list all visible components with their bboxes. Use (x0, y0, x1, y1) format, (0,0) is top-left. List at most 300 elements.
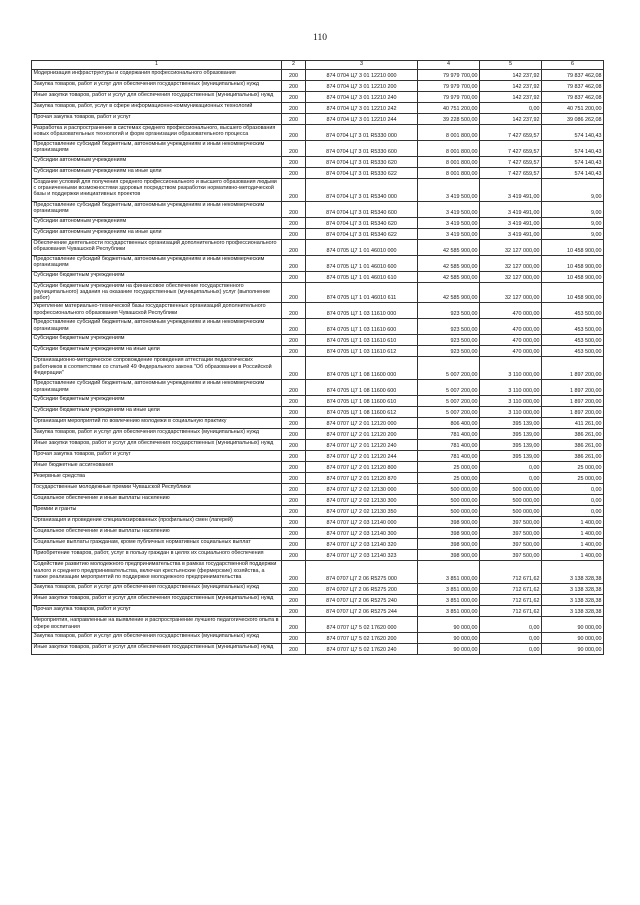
row-classification-code: 874 0704 Ц7 3 01 R5330 622 (306, 167, 418, 178)
row-line-code: 200 (282, 201, 306, 217)
row-approved-amount: 90 000,00 (418, 633, 480, 644)
row-classification-code: 874 0704 Ц7 3 01 R5330 620 (306, 156, 418, 167)
table-row (32, 239, 604, 255)
row-unexecuted-amount: 386 261,00 (542, 440, 604, 451)
row-line-code: 200 (282, 539, 306, 550)
table-row (32, 201, 604, 217)
row-approved-amount: 42 585 900,00 (418, 255, 480, 271)
row-approved-amount: 8 001 800,00 (418, 156, 480, 167)
row-name: Прочая закупка товаров, работ и услуг (32, 451, 282, 462)
row-approved-amount: 3 851 000,00 (418, 561, 480, 584)
table-row (32, 484, 604, 495)
row-approved-amount: 3 851 000,00 (418, 606, 480, 617)
row-line-code: 200 (282, 140, 306, 156)
row-unexecuted-amount: 39 086 262,08 (542, 113, 604, 124)
row-line-code: 200 (282, 282, 306, 303)
row-line-code: 200 (282, 239, 306, 255)
row-executed-amount: 470 000,00 (480, 335, 542, 346)
row-classification-code: 874 0705 Ц7 1 01 46010 610 (306, 271, 418, 282)
row-line-code: 200 (282, 495, 306, 506)
row-executed-amount: 32 127 000,00 (480, 239, 542, 255)
row-classification-code: 874 0704 Ц7 3 01 12210 242 (306, 102, 418, 113)
row-executed-amount: 0,00 (480, 617, 542, 633)
row-unexecuted-amount: 9,00 (542, 178, 604, 201)
row-classification-code: 874 0707 Ц7 2 01 12120 200 (306, 429, 418, 440)
row-approved-amount: 5 007 200,00 (418, 357, 480, 380)
table-row (32, 303, 604, 319)
table-row (32, 346, 604, 357)
row-approved-amount: 3 851 000,00 (418, 595, 480, 606)
table-row (32, 357, 604, 380)
row-name: Мероприятия, направленные на выявление и распространение лучшего педагогического опыта в сфере воспитания (32, 617, 282, 633)
row-unexecuted-amount: 3 138 328,38 (542, 595, 604, 606)
row-line-code: 200 (282, 584, 306, 595)
row-name: Содействие развитию молодежного предпринимательства в рамках государственной поддержки малого и среднего предпринимательства, включая крестьянские (фермерские) хозяйства, а также реализации мероприятий по поддержке молодежного предпринимательства (32, 561, 282, 584)
row-executed-amount: 142 237,92 (480, 91, 542, 102)
row-classification-code: 874 0707 Ц7 2 03 12140 300 (306, 528, 418, 539)
row-unexecuted-amount: 574 140,43 (542, 167, 604, 178)
row-unexecuted-amount: 10 458 900,00 (542, 282, 604, 303)
row-unexecuted-amount: 0,00 (542, 495, 604, 506)
table-row (32, 429, 604, 440)
row-name: Организация и проведение специализированных (профильных) смен (лагерей) (32, 517, 282, 528)
row-name: Резервные средства (32, 473, 282, 484)
row-unexecuted-amount: 574 140,43 (542, 156, 604, 167)
row-executed-amount: 0,00 (480, 644, 542, 655)
row-unexecuted-amount: 79 837 462,08 (542, 80, 604, 91)
row-name: Прочая закупка товаров, работ и услуг (32, 113, 282, 124)
row-line-code: 200 (282, 102, 306, 113)
row-name: Модернизация инфраструктуры и содержания профессионального образования (32, 69, 282, 80)
row-classification-code: 874 0704 Ц7 3 01 R5330 000 (306, 124, 418, 140)
row-approved-amount: 781 400,00 (418, 429, 480, 440)
row-classification-code: 874 0705 Ц7 1 08 11600 600 (306, 380, 418, 396)
row-classification-code: 874 0705 Ц7 1 08 11600 612 (306, 407, 418, 418)
row-line-code: 200 (282, 606, 306, 617)
row-name: Субсидии бюджетным учреждениям (32, 271, 282, 282)
row-approved-amount: 42 585 900,00 (418, 282, 480, 303)
row-classification-code: 874 0705 Ц7 1 03 11610 612 (306, 346, 418, 357)
row-approved-amount: 781 400,00 (418, 451, 480, 462)
row-line-code: 200 (282, 69, 306, 80)
row-classification-code: 874 0704 Ц7 3 01 12210 000 (306, 69, 418, 80)
table-row (32, 113, 604, 124)
row-unexecuted-amount: 574 140,43 (542, 124, 604, 140)
row-classification-code: 874 0705 Ц7 1 08 11600 610 (306, 396, 418, 407)
row-approved-amount: 40 751 200,00 (418, 102, 480, 113)
row-name: Закупка товаров, работ, услуг в сфере информационно-коммуникационных технологий (32, 102, 282, 113)
table-row (32, 156, 604, 167)
table-row (32, 561, 604, 584)
column-number-5: 5 (480, 61, 542, 70)
row-executed-amount: 712 671,62 (480, 584, 542, 595)
row-name: Социальные выплаты гражданам, кроме публичных нормативных социальных выплат (32, 539, 282, 550)
row-unexecuted-amount: 1 400,00 (542, 517, 604, 528)
row-approved-amount: 8 001 800,00 (418, 140, 480, 156)
table-row (32, 255, 604, 271)
row-unexecuted-amount: 3 138 328,38 (542, 584, 604, 595)
row-line-code: 200 (282, 271, 306, 282)
row-line-code: 200 (282, 124, 306, 140)
row-executed-amount: 32 127 000,00 (480, 271, 542, 282)
row-name: Предоставление субсидий бюджетным, автономным учреждениям и иным некоммерческим организациям (32, 140, 282, 156)
row-line-code: 200 (282, 473, 306, 484)
row-executed-amount: 395 139,00 (480, 418, 542, 429)
row-approved-amount: 923 500,00 (418, 335, 480, 346)
row-unexecuted-amount: 574 140,43 (542, 140, 604, 156)
table-row (32, 217, 604, 228)
table-row (32, 102, 604, 113)
row-approved-amount: 923 500,00 (418, 346, 480, 357)
column-number-2: 2 (282, 61, 306, 70)
row-line-code: 200 (282, 617, 306, 633)
budget-execution-table (31, 60, 604, 655)
row-name: Государственные молодежные премии Чувашской Республики (32, 484, 282, 495)
row-name: Субсидии бюджетным учреждениям на иные цели (32, 346, 282, 357)
row-classification-code: 874 0704 Ц7 3 01 12210 244 (306, 113, 418, 124)
row-line-code: 200 (282, 506, 306, 517)
row-unexecuted-amount: 25 000,00 (542, 473, 604, 484)
row-unexecuted-amount: 1 400,00 (542, 550, 604, 561)
row-name: Приобретение товаров, работ, услуг в пользу граждан в целях их социального обеспечения (32, 550, 282, 561)
row-executed-amount: 7 427 659,57 (480, 156, 542, 167)
row-name: Иные закупки товаров, работ и услуг для обеспечения государственных (муниципальных) нужд (32, 595, 282, 606)
row-line-code: 200 (282, 156, 306, 167)
row-classification-code: 874 0707 Ц7 5 02 17620 240 (306, 644, 418, 655)
row-approved-amount: 500 000,00 (418, 506, 480, 517)
row-name: Субсидии автономным учреждениям на иные цели (32, 228, 282, 239)
row-classification-code: 874 0705 Ц7 1 03 11610 000 (306, 303, 418, 319)
table-row (32, 124, 604, 140)
table-row (32, 69, 604, 80)
row-executed-amount: 3 110 000,00 (480, 407, 542, 418)
row-approved-amount: 5 007 200,00 (418, 396, 480, 407)
row-unexecuted-amount: 453 500,00 (542, 303, 604, 319)
table-row (32, 440, 604, 451)
table-row (32, 167, 604, 178)
row-classification-code: 874 0707 Ц7 2 01 12120 244 (306, 451, 418, 462)
row-approved-amount: 3 419 500,00 (418, 178, 480, 201)
row-line-code: 200 (282, 484, 306, 495)
row-approved-amount: 42 585 900,00 (418, 239, 480, 255)
row-executed-amount: 3 419 491,00 (480, 201, 542, 217)
row-approved-amount: 500 000,00 (418, 484, 480, 495)
row-unexecuted-amount: 0,00 (542, 506, 604, 517)
row-executed-amount: 32 127 000,00 (480, 282, 542, 303)
row-classification-code: 874 0705 Ц7 1 03 11610 600 (306, 319, 418, 335)
row-name: Укрепление материально-технической базы государственных организаций дополнительного профессионального образования Чувашской Республики (32, 303, 282, 319)
table-row (32, 473, 604, 484)
row-approved-amount: 398 900,00 (418, 528, 480, 539)
row-classification-code: 874 0707 Ц7 2 06 R5275 244 (306, 606, 418, 617)
table-row (32, 462, 604, 473)
table-row (32, 407, 604, 418)
row-name: Субсидии бюджетным учреждениям (32, 335, 282, 346)
row-unexecuted-amount: 90 000,00 (542, 633, 604, 644)
row-unexecuted-amount: 1 897 200,00 (542, 357, 604, 380)
row-classification-code: 874 0704 Ц7 3 01 R5340 620 (306, 217, 418, 228)
row-classification-code: 874 0707 Ц7 2 01 12120 870 (306, 473, 418, 484)
row-executed-amount: 3 110 000,00 (480, 396, 542, 407)
row-executed-amount: 3 419 491,00 (480, 217, 542, 228)
row-approved-amount: 5 007 200,00 (418, 407, 480, 418)
row-name: Иные закупки товаров, работ и услуг для обеспечения государственных (муниципальных) нужд (32, 91, 282, 102)
row-line-code: 200 (282, 429, 306, 440)
row-executed-amount: 470 000,00 (480, 303, 542, 319)
row-executed-amount: 470 000,00 (480, 346, 542, 357)
row-executed-amount: 395 139,00 (480, 429, 542, 440)
table-row (32, 80, 604, 91)
row-unexecuted-amount: 1 897 200,00 (542, 407, 604, 418)
table-row (32, 178, 604, 201)
row-name: Предоставление субсидий бюджетным, автономным учреждениям и иным некоммерческим организациям (32, 319, 282, 335)
row-unexecuted-amount: 9,00 (542, 228, 604, 239)
table-row (32, 506, 604, 517)
row-name: Предоставление субсидий бюджетным, автономным учреждениям и иным некоммерческим организациям (32, 380, 282, 396)
row-approved-amount: 5 007 200,00 (418, 380, 480, 396)
row-executed-amount: 395 139,00 (480, 440, 542, 451)
row-classification-code: 874 0704 Ц7 3 01 R5330 600 (306, 140, 418, 156)
table-row (32, 335, 604, 346)
row-line-code: 200 (282, 228, 306, 239)
row-classification-code: 874 0707 Ц7 2 06 R5275 240 (306, 595, 418, 606)
table-row (32, 418, 604, 429)
row-classification-code: 874 0707 Ц7 2 03 12140 320 (306, 539, 418, 550)
row-name: Субсидии бюджетным учреждениям (32, 396, 282, 407)
table-row (32, 539, 604, 550)
row-line-code: 200 (282, 550, 306, 561)
row-unexecuted-amount: 79 837 462,08 (542, 69, 604, 80)
row-line-code: 200 (282, 217, 306, 228)
row-classification-code: 874 0704 Ц7 3 01 12210 200 (306, 80, 418, 91)
row-classification-code: 874 0705 Ц7 1 08 11600 000 (306, 357, 418, 380)
row-classification-code: 874 0705 Ц7 1 01 46010 600 (306, 255, 418, 271)
row-approved-amount: 25 000,00 (418, 462, 480, 473)
row-executed-amount: 470 000,00 (480, 319, 542, 335)
row-approved-amount: 79 979 700,00 (418, 80, 480, 91)
row-name: Иные бюджетные ассигнования (32, 462, 282, 473)
row-line-code: 200 (282, 380, 306, 396)
row-classification-code: 874 0707 Ц7 2 01 12120 800 (306, 462, 418, 473)
table-row (32, 282, 604, 303)
row-approved-amount: 781 400,00 (418, 440, 480, 451)
row-classification-code: 874 0704 Ц7 3 01 12210 240 (306, 91, 418, 102)
row-line-code: 200 (282, 407, 306, 418)
row-name: Организационно-методическое сопровождение проведения аттестации педагогических работников в соответствии со статьей 49 Федерального закона "Об образовании в Российской Федерации" (32, 357, 282, 380)
row-name: Социальное обеспечение и иные выплаты населению (32, 495, 282, 506)
row-approved-amount: 3 419 500,00 (418, 228, 480, 239)
row-approved-amount: 90 000,00 (418, 617, 480, 633)
column-number-3: 3 (306, 61, 418, 70)
row-approved-amount: 3 419 500,00 (418, 201, 480, 217)
row-line-code: 200 (282, 167, 306, 178)
table-row (32, 550, 604, 561)
row-approved-amount: 500 000,00 (418, 495, 480, 506)
row-name: Закупка товаров, работ и услуг для обеспечения государственных (муниципальных) нужд (32, 429, 282, 440)
row-executed-amount: 397 500,00 (480, 539, 542, 550)
row-unexecuted-amount: 40 751 200,00 (542, 102, 604, 113)
row-unexecuted-amount: 10 458 900,00 (542, 271, 604, 282)
row-classification-code: 874 0707 Ц7 2 02 12130 300 (306, 495, 418, 506)
row-approved-amount: 3 419 500,00 (418, 217, 480, 228)
row-unexecuted-amount: 0,00 (542, 484, 604, 495)
row-name: Обеспечение деятельности государственных организаций дополнительного профессионального образования Чувашской Республики (32, 239, 282, 255)
row-classification-code: 874 0707 Ц7 2 06 R5275 200 (306, 584, 418, 595)
row-unexecuted-amount: 90 000,00 (542, 617, 604, 633)
row-line-code: 200 (282, 462, 306, 473)
table-row (32, 396, 604, 407)
row-line-code: 200 (282, 335, 306, 346)
page-number: 110 (313, 33, 327, 43)
row-approved-amount: 398 900,00 (418, 539, 480, 550)
table-row (32, 319, 604, 335)
row-unexecuted-amount: 453 500,00 (542, 346, 604, 357)
row-name: Социальное обеспечение и иные выплаты населению (32, 528, 282, 539)
row-name: Закупка товаров, работ и услуг для обеспечения государственных (муниципальных) нужд (32, 584, 282, 595)
column-number-1: 1 (32, 61, 282, 70)
row-line-code: 200 (282, 633, 306, 644)
row-line-code: 200 (282, 517, 306, 528)
row-unexecuted-amount: 453 500,00 (542, 335, 604, 346)
row-classification-code: 874 0705 Ц7 1 03 11610 610 (306, 335, 418, 346)
column-number-row (32, 61, 604, 70)
column-number-6: 6 (542, 61, 604, 70)
row-approved-amount: 923 500,00 (418, 303, 480, 319)
row-classification-code: 874 0707 Ц7 2 01 12120 240 (306, 440, 418, 451)
row-executed-amount: 0,00 (480, 462, 542, 473)
row-classification-code: 874 0704 Ц7 3 01 R5340 600 (306, 201, 418, 217)
row-line-code: 200 (282, 418, 306, 429)
row-unexecuted-amount: 453 500,00 (542, 319, 604, 335)
row-approved-amount: 8 001 800,00 (418, 124, 480, 140)
row-executed-amount: 397 500,00 (480, 550, 542, 561)
row-unexecuted-amount: 1 400,00 (542, 539, 604, 550)
row-name: Прочая закупка товаров, работ и услуг (32, 606, 282, 617)
table-row (32, 91, 604, 102)
row-name: Закупка товаров, работ и услуг для обеспечения государственных (муниципальных) нужд (32, 633, 282, 644)
row-unexecuted-amount: 25 000,00 (542, 462, 604, 473)
row-approved-amount: 923 500,00 (418, 319, 480, 335)
row-unexecuted-amount: 1 400,00 (542, 528, 604, 539)
row-approved-amount: 806 400,00 (418, 418, 480, 429)
row-executed-amount: 0,00 (480, 473, 542, 484)
row-approved-amount: 398 900,00 (418, 517, 480, 528)
row-unexecuted-amount: 1 897 200,00 (542, 380, 604, 396)
row-unexecuted-amount: 9,00 (542, 217, 604, 228)
row-executed-amount: 712 671,62 (480, 595, 542, 606)
row-classification-code: 874 0707 Ц7 2 06 R5275 000 (306, 561, 418, 584)
table-row (32, 271, 604, 282)
row-name: Субсидии автономным учреждениям на иные цели (32, 167, 282, 178)
row-name: Субсидии бюджетным учреждениям на финансовое обеспечение государственного (муниципального) задания на оказание государственных (муниципальных) услуг (выполнение работ) (32, 282, 282, 303)
table-row (32, 584, 604, 595)
row-unexecuted-amount: 10 458 900,00 (542, 239, 604, 255)
row-executed-amount: 397 500,00 (480, 528, 542, 539)
table-row (32, 644, 604, 655)
row-line-code: 200 (282, 528, 306, 539)
row-executed-amount: 712 671,62 (480, 561, 542, 584)
row-executed-amount: 7 427 659,57 (480, 167, 542, 178)
row-unexecuted-amount: 411 261,00 (542, 418, 604, 429)
row-unexecuted-amount: 79 837 462,08 (542, 91, 604, 102)
row-line-code: 200 (282, 255, 306, 271)
column-number-4: 4 (418, 61, 480, 70)
row-name: Организация мероприятий по вовлечению молодежи в социальную практику (32, 418, 282, 429)
row-classification-code: 874 0707 Ц7 2 01 12120 000 (306, 418, 418, 429)
row-classification-code: 874 0704 Ц7 3 01 R5340 622 (306, 228, 418, 239)
row-line-code: 200 (282, 644, 306, 655)
row-executed-amount: 0,00 (480, 633, 542, 644)
row-executed-amount: 3 110 000,00 (480, 380, 542, 396)
table-row (32, 228, 604, 239)
row-line-code: 200 (282, 303, 306, 319)
row-approved-amount: 25 000,00 (418, 473, 480, 484)
row-classification-code: 874 0707 Ц7 5 02 17620 200 (306, 633, 418, 644)
row-classification-code: 874 0707 Ц7 5 02 17620 000 (306, 617, 418, 633)
row-executed-amount: 712 671,62 (480, 606, 542, 617)
table-body (32, 61, 604, 655)
row-executed-amount: 7 427 659,57 (480, 140, 542, 156)
row-name: Иные закупки товаров, работ и услуг для обеспечения государственных (муниципальных) нужд (32, 644, 282, 655)
row-name: Закупка товаров, работ и услуг для обеспечения государственных (муниципальных) нужд (32, 80, 282, 91)
row-line-code: 200 (282, 396, 306, 407)
row-executed-amount: 142 237,92 (480, 69, 542, 80)
row-name: Предоставление субсидий бюджетным, автономным учреждениям и иным некоммерческим организациям (32, 255, 282, 271)
table-row (32, 451, 604, 462)
row-line-code: 200 (282, 440, 306, 451)
row-line-code: 200 (282, 346, 306, 357)
row-unexecuted-amount: 386 261,00 (542, 429, 604, 440)
row-approved-amount: 79 979 700,00 (418, 69, 480, 80)
row-approved-amount: 3 851 000,00 (418, 584, 480, 595)
table-row (32, 495, 604, 506)
table-row (32, 517, 604, 528)
row-executed-amount: 500 000,00 (480, 506, 542, 517)
row-executed-amount: 397 500,00 (480, 517, 542, 528)
row-name: Субсидии бюджетным учреждениям на иные цели (32, 407, 282, 418)
row-executed-amount: 142 237,92 (480, 113, 542, 124)
table-row (32, 528, 604, 539)
row-classification-code: 874 0707 Ц7 2 02 12130 350 (306, 506, 418, 517)
row-executed-amount: 395 139,00 (480, 451, 542, 462)
row-name: Субсидии автономным учреждениям (32, 217, 282, 228)
row-unexecuted-amount: 1 897 200,00 (542, 396, 604, 407)
row-approved-amount: 398 900,00 (418, 550, 480, 561)
row-approved-amount: 39 228 500,00 (418, 113, 480, 124)
row-line-code: 200 (282, 178, 306, 201)
row-executed-amount: 142 237,92 (480, 80, 542, 91)
row-name: Разработка и распространение в системах среднего профессионального, высшего образования новых образовательных технологий и форм организации образовательного процесса (32, 124, 282, 140)
row-approved-amount: 90 000,00 (418, 644, 480, 655)
row-classification-code: 874 0707 Ц7 2 02 12130 000 (306, 484, 418, 495)
table-row (32, 606, 604, 617)
table-row (32, 380, 604, 396)
row-executed-amount: 3 419 491,00 (480, 178, 542, 201)
row-classification-code: 874 0704 Ц7 3 01 R5340 000 (306, 178, 418, 201)
row-line-code: 200 (282, 319, 306, 335)
table-row (32, 633, 604, 644)
row-line-code: 200 (282, 561, 306, 584)
row-executed-amount: 500 000,00 (480, 484, 542, 495)
row-unexecuted-amount: 9,00 (542, 201, 604, 217)
row-unexecuted-amount: 10 458 900,00 (542, 255, 604, 271)
row-name: Субсидии автономным учреждениям (32, 156, 282, 167)
row-name: Иные закупки товаров, работ и услуг для обеспечения государственных (муниципальных) нужд (32, 440, 282, 451)
row-executed-amount: 0,00 (480, 102, 542, 113)
row-name: Предоставление субсидий бюджетным, автономным учреждениям и иным некоммерческим организациям (32, 201, 282, 217)
row-approved-amount: 42 585 900,00 (418, 271, 480, 282)
row-classification-code: 874 0707 Ц7 2 03 12140 323 (306, 550, 418, 561)
